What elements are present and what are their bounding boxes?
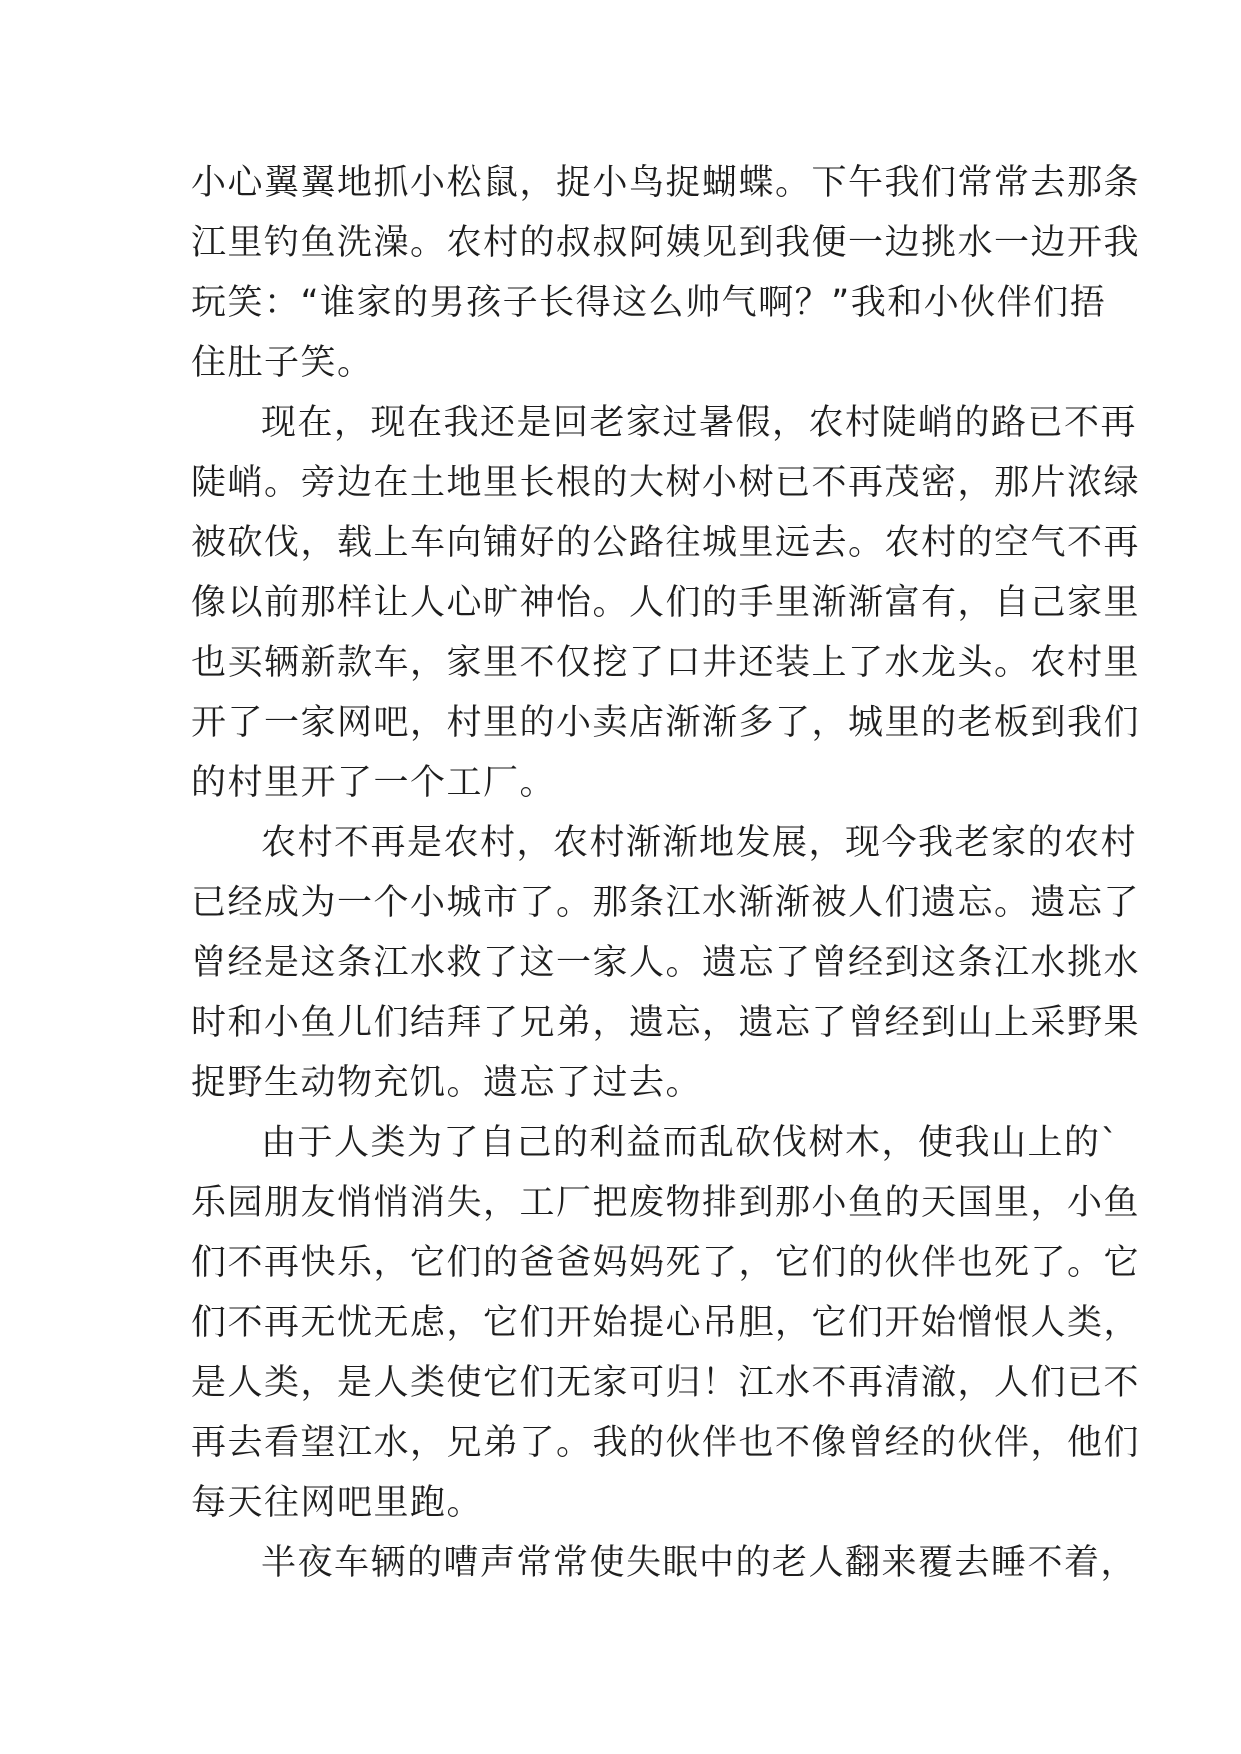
text-line: 已经成为一个小城市了。那条江水渐渐被人们遗忘。遗忘了 [191,883,1141,923]
text-line: 乐园朋友悄悄消失，工厂把废物排到那小鱼的天国里，小鱼 [191,1183,1141,1223]
paragraph-first-line: 现在，现在我还是回老家过暑假，农村陡峭的路已不再 [261,403,1138,443]
paragraph-first-line: 农村不再是农村，农村渐渐地发展，现今我老家的农村 [261,823,1138,863]
text-line: 江里钓鱼洗澡。农村的叔叔阿姨见到我便一边挑水一边开我 [191,223,1141,263]
text-line: 们不再快乐，它们的爸爸妈妈死了，它们的伙伴也死了。它 [191,1243,1141,1283]
text-line: 被砍伐，载上车向铺好的公路往城里远去。农村的空气不再 [191,523,1141,563]
text-line: 们不再无忧无虑，它们开始提心吊胆，它们开始憎恨人类， [191,1303,1141,1343]
text-line: 的村里开了一个工厂。 [191,763,557,803]
text-line: 小心翼翼地抓小松鼠，捉小鸟捉蝴蝶。下午我们常常去那条 [191,163,1141,203]
text-line: 住肚子笑。 [191,343,374,383]
text-line: 时和小鱼儿们结拜了兄弟，遗忘，遗忘了曾经到山上采野果 [191,1003,1141,1043]
text-line: 是人类，是人类使它们无家可归！江水不再清澈，人们已不 [191,1363,1141,1403]
paragraph-first-line: 由于人类为了自己的利益而乱砍伐树木，使我山上的` [261,1123,1120,1163]
text-line: 陡峭。旁边在土地里长根的大树小树已不再茂密，那片浓绿 [191,463,1141,503]
text-line: 开了一家网吧，村里的小卖店渐渐多了，城里的老板到我们 [191,703,1141,743]
paragraph-first-line: 半夜车辆的嘈声常常使失眠中的老人翻来覆去睡不着， [261,1543,1138,1583]
text-line: 捉野生动物充饥。遗忘了过去。 [191,1063,703,1103]
body-text [191,153,1141,1593]
text-line: 再去看望江水，兄弟了。我的伙伴也不像曾经的伙伴，他们 [191,1423,1141,1463]
text-line: 也买辆新款车，家里不仅挖了口井还装上了水龙头。农村里 [191,643,1141,683]
text-line: 每天往网吧里跑。 [191,1483,484,1523]
text-line: 玩笑：“谁家的男孩子长得这么帅气啊？”我和小伙伴们捂 [191,283,1107,323]
text-line: 曾经是这条江水救了这一家人。遗忘了曾经到这条江水挑水 [191,943,1141,983]
text-line: 像以前那样让人心旷神怡。人们的手里渐渐富有，自己家里 [191,583,1141,623]
